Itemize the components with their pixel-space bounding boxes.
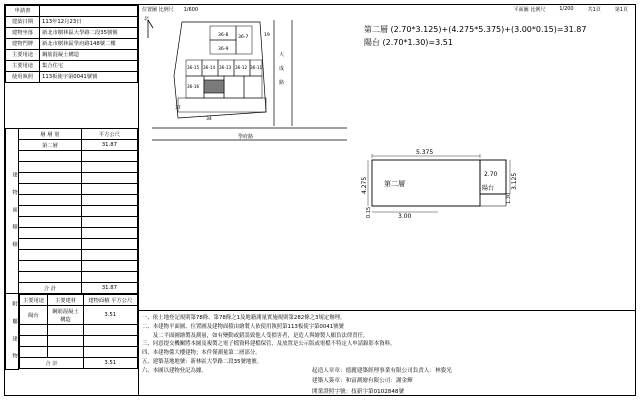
accessory-h-2: 建物面積 平方公尺: [84, 295, 138, 306]
info-value-0: [40, 6, 138, 17]
table-header-row: [6, 129, 138, 140]
floor-name-10: [19, 250, 82, 261]
note-6: 六、本圖以建物登記為據。: [142, 367, 207, 374]
info-value-2: 新北市樹林區大學路二段35號號: [40, 28, 138, 39]
position-scale-label: 位置圖 比例尺: [142, 7, 174, 13]
table-total-row: [20, 358, 138, 369]
floor-detail-drawing: [358, 148, 538, 218]
svg-text:36-9: 36-9: [218, 47, 229, 52]
building-area-table: [5, 128, 138, 370]
plan-scale-value: 1/200: [559, 6, 574, 12]
floor-area-6: [81, 206, 137, 217]
floor-col-header: 層 層 別: [19, 129, 82, 140]
table-row: [20, 347, 138, 358]
signature-block: [312, 366, 612, 397]
svg-text:36-11: 36-11: [250, 65, 263, 70]
floor-area-2: [81, 162, 137, 173]
table-row: [6, 17, 138, 28]
note-0: 一、依土地登記規則第78條、第78條之1及地籍測量實施規則第282條之3規定辦理。: [142, 315, 346, 321]
svg-text:34: 34: [206, 117, 212, 122]
table-row: [6, 217, 138, 228]
building-total-label: 合 計: [19, 283, 82, 294]
accessory-r1-c2: 鋼筋混凝土構造: [48, 306, 84, 325]
floor-name-3: [19, 173, 82, 184]
svg-text:36-14: 36-14: [203, 65, 216, 70]
accessory-r3-c1: [20, 336, 48, 347]
info-label-6: 使用執照: [6, 72, 40, 83]
svg-text:36-7: 36-7: [238, 35, 249, 40]
svg-text:路: 路: [279, 80, 285, 86]
floor-area-7: [81, 217, 137, 228]
table-row: [6, 162, 138, 173]
floor-name-1: [19, 151, 82, 162]
building-total-value: 31.87: [81, 283, 137, 294]
floor-area-11: [81, 261, 137, 272]
note-3: 三、同意提交機關將本圖及複製之電子檔資料建檔保管，及放置是公示版或電檔不特定人申請錄影本資料。: [142, 341, 396, 348]
svg-text:19: 19: [264, 33, 270, 38]
info-label-3: 建物門牌: [6, 39, 40, 50]
floor-area-5: [81, 195, 137, 206]
vertical-divider: [138, 5, 139, 396]
accessory-subtable-cell: [19, 294, 138, 370]
table-total-row: [6, 283, 138, 294]
detail-balcony-label: 陽台: [482, 185, 495, 192]
floor-area-4: [81, 184, 137, 195]
accessory-r4-c2: [48, 347, 84, 358]
detail-small-dim: 0.15: [366, 206, 372, 218]
table-row: [6, 239, 138, 250]
table-row: [20, 336, 138, 347]
table-row: [6, 140, 138, 151]
svg-text:36-13: 36-13: [219, 65, 232, 70]
accessory-r4-c1: [20, 347, 48, 358]
svg-text:36-8: 36-8: [218, 33, 229, 38]
note-4: 四、本建物係大樓建物；本件僅測量第二層部分。: [142, 350, 261, 356]
floor-area-8: [81, 228, 137, 239]
floor-name-4: [19, 184, 82, 195]
info-value-4: 鋼筋混凝土構造: [40, 50, 138, 61]
table-row: [6, 50, 138, 61]
table-row: [6, 261, 138, 272]
detail-right-dim: 3.125: [511, 172, 518, 190]
detail-balcony-width: 1.30: [506, 192, 512, 204]
north-arrow-icon: [144, 16, 153, 38]
signature-line-2: 開業證照字號：技新字第0102848號: [312, 388, 405, 395]
accessory-h-0: 主要用途: [20, 295, 48, 306]
application-info-table: [5, 5, 138, 83]
area-formula: [364, 24, 632, 50]
sheet-label: 第1頁: [614, 7, 628, 13]
note-5: 五、建築基地地號：新林區大學路二段35號地號。: [142, 358, 263, 365]
header-strip: [140, 5, 634, 14]
building-section-label-cell: [6, 129, 19, 294]
area-col-header: 平方公尺: [81, 129, 137, 140]
table-row: [6, 61, 138, 72]
floor-name-6: [19, 206, 82, 217]
table-row: [6, 228, 138, 239]
floor-area-9: [81, 239, 137, 250]
table-row: [6, 28, 138, 39]
accessory-section-label-cell: [6, 294, 19, 370]
table-row: [6, 6, 138, 17]
info-label-0: 申請書: [6, 6, 40, 17]
accessory-r2-c1: [20, 325, 48, 336]
floor-name-5: [19, 195, 82, 206]
floor-name-11: [19, 261, 82, 272]
accessory-h-1: 主要建材: [48, 295, 84, 306]
page-count-label: 共1頁: [587, 7, 601, 13]
info-value-3: 新北市樹林區學府路148號二樓: [40, 39, 138, 50]
table-row: [20, 325, 138, 336]
detail-top-dim: 5.375: [416, 149, 434, 156]
svg-text:36-12: 36-12: [235, 65, 248, 70]
info-value-6: 113板使字第0041號號: [40, 72, 138, 83]
formula-line-2: 陽台 (2.70*1.30)=3.51: [364, 37, 453, 47]
site-location-plan: [142, 16, 357, 148]
svg-text:37: 37: [175, 106, 181, 111]
info-label-2: 建物坐落: [6, 28, 40, 39]
formula-line-1: 第二層 (2.70*3.125)+(4.275*5.375)+(3.00*0.15)=31.87: [364, 25, 587, 34]
accessory-r4-c3: [84, 347, 138, 358]
floor-area-12: [81, 272, 137, 283]
signature-line-1: 建築人簽章：和富測繪有限公司：謝金輝: [312, 378, 413, 385]
accessory-total-label: 合 計: [20, 358, 84, 369]
detail-left-dim: 4.275: [361, 176, 368, 194]
svg-text:大: 大: [279, 52, 285, 58]
table-row: [20, 295, 138, 306]
floor-name-7: [19, 217, 82, 228]
note-2: 及二平面圖繪製及測量，如有變動或錯誤致他人受損害者，是造人與繪製人願負法律責任。: [142, 332, 369, 339]
accessory-section-label: 附 屬 建 物: [11, 301, 17, 362]
info-label-4: 主要用途: [6, 50, 40, 61]
table-row: [6, 39, 138, 50]
highlight-parcel: [204, 80, 224, 93]
floor-area-1: [81, 151, 137, 162]
plan-scale-label: 平面圖 比例尺: [513, 7, 546, 13]
detail-room-label: 第二層: [384, 180, 405, 188]
svg-text:36-15: 36-15: [187, 65, 200, 70]
table-row: [6, 151, 138, 162]
info-value-5: 集合住宅: [40, 61, 138, 72]
floor-area-0: 31.87: [81, 140, 137, 151]
table-row: [6, 272, 138, 283]
accessory-r2-c3: [84, 325, 138, 336]
accessory-r3-c3: [84, 336, 138, 347]
accessory-r1-c1: 陽台: [20, 306, 48, 325]
signature-line-0: 起造人章章：德麗建築經理事業有限公司負責人：林姿光: [312, 368, 452, 374]
svg-text:學府路: 學府路: [238, 134, 254, 140]
accessory-r2-c2: [48, 325, 84, 336]
floor-name-12: [19, 272, 82, 283]
table-row: [6, 206, 138, 217]
info-label-5: 主要用途: [6, 61, 40, 72]
accessory-header-row: [6, 294, 138, 370]
horizontal-divider: [138, 310, 635, 311]
table-row: [20, 306, 138, 325]
table-row: [6, 195, 138, 206]
detail-bottom-dim: 3.00: [398, 213, 412, 220]
table-row: [6, 184, 138, 195]
floor-name-8: [19, 228, 82, 239]
floor-area-10: [81, 250, 137, 261]
table-row: [6, 173, 138, 184]
position-scale-value: 1/600: [183, 6, 199, 13]
floor-area-3: [81, 173, 137, 184]
accessory-r1-c3: 3.51: [84, 306, 138, 325]
accessory-r3-c2: [48, 336, 84, 347]
note-1: 二、本建物平面圖、位置圖及建物面積由繪製人依使用執照第113板使字第0041號號: [142, 323, 344, 330]
svg-text:北: 北: [144, 16, 150, 22]
detail-inner-dim: 2.70: [484, 171, 498, 178]
accessory-total-value: 3.51: [84, 358, 138, 369]
floor-name-9: [19, 239, 82, 250]
floor-name-2: [19, 162, 82, 173]
svg-text:36-16: 36-16: [187, 84, 200, 89]
table-row: [6, 250, 138, 261]
floor-name-0: 第二層: [19, 140, 82, 151]
info-value-1: 113年12月23日: [40, 17, 138, 28]
info-label-1: 建築日期: [6, 17, 40, 28]
table-row: [6, 72, 138, 83]
svg-text:成: 成: [279, 66, 285, 72]
building-section-label: 建 物 面 積 積: [11, 172, 17, 250]
